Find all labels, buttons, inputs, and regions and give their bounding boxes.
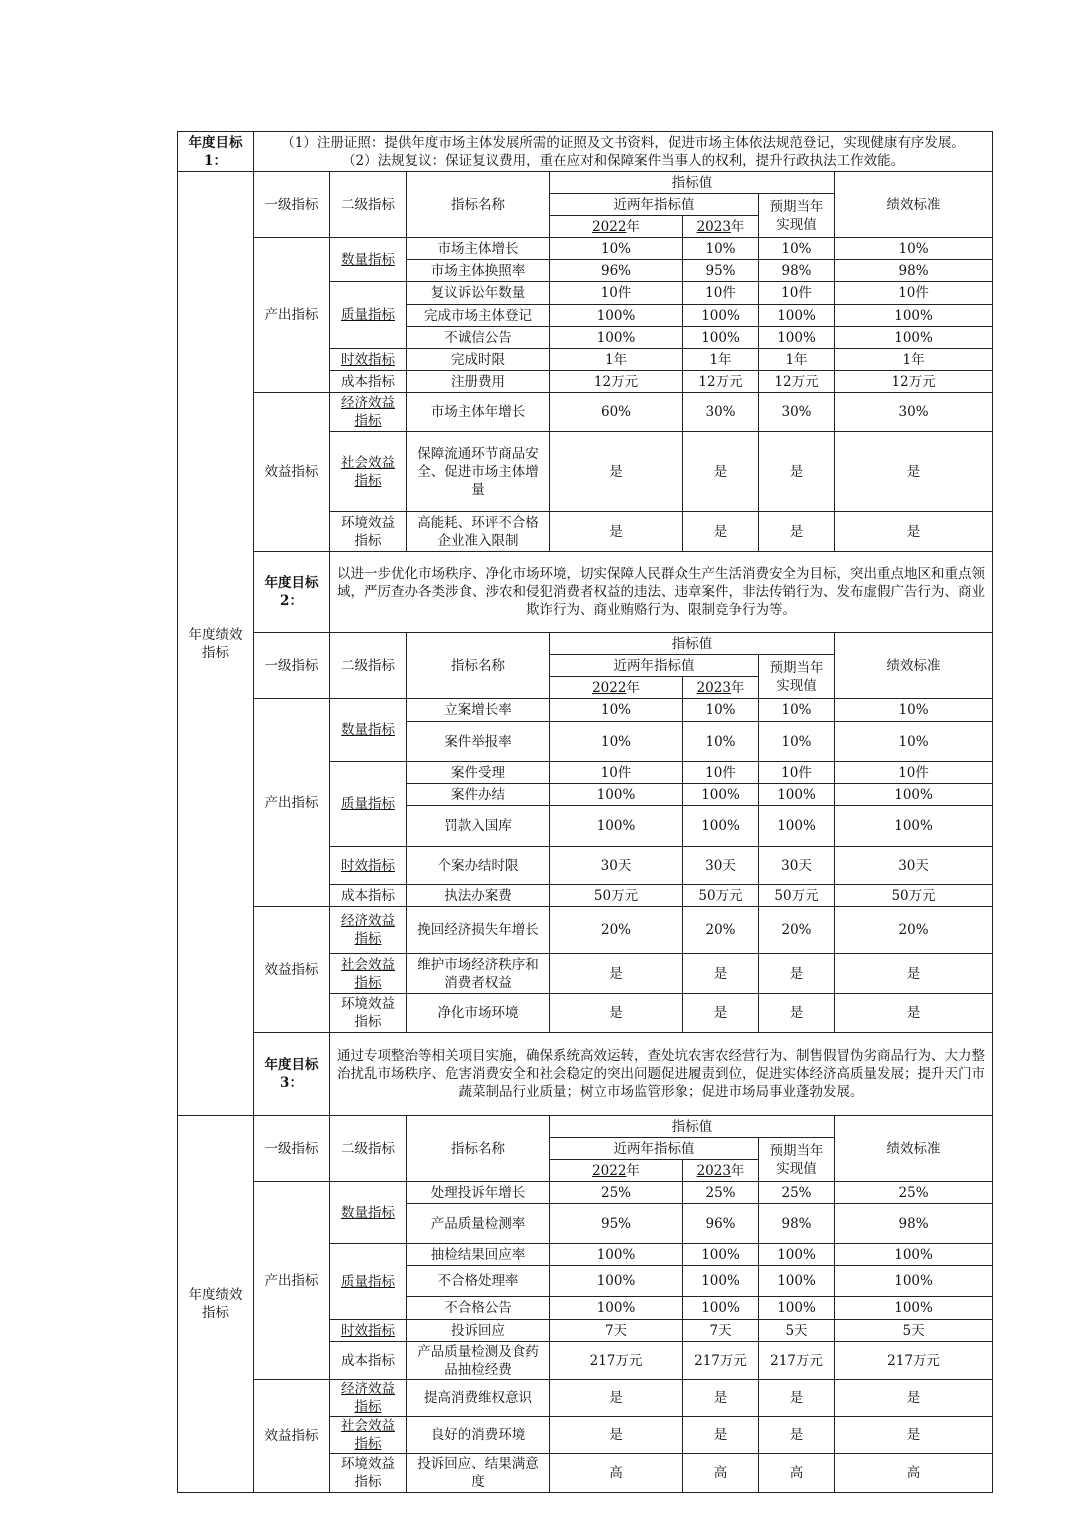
value-2022: 96% xyxy=(550,260,683,282)
quality-category: 质量指标 xyxy=(330,282,407,349)
value-2022: 100% xyxy=(550,305,683,327)
value-2023: 10% xyxy=(683,238,759,260)
year-2023-header: 2023年 xyxy=(683,1160,759,1182)
value-expected: 12万元 xyxy=(759,371,835,393)
value-2022: 10% xyxy=(550,722,683,762)
indicator-name: 案件办结 xyxy=(407,784,550,806)
value-expected: 100% xyxy=(759,1266,835,1297)
value-standard: 30天 xyxy=(835,847,993,885)
social-category: 社会效益 指标 xyxy=(330,1417,407,1454)
value-standard: 50万元 xyxy=(835,885,993,907)
value-standard: 100% xyxy=(835,305,993,327)
table-row xyxy=(178,393,993,432)
value-2023: 是 xyxy=(683,1380,759,1417)
value-standard: 是 xyxy=(835,1380,993,1417)
indicator-name: 注册费用 xyxy=(407,371,550,393)
value-2022: 7天 xyxy=(550,1320,683,1342)
value-2022: 60% xyxy=(550,393,683,432)
perf-indicator-label: 年度绩效 指标 xyxy=(178,172,254,1116)
value-2023: 100% xyxy=(683,1297,759,1320)
standard-header: 绩效标准 xyxy=(835,172,993,238)
value-2022: 10件 xyxy=(550,282,683,305)
cost-category: 成本指标 xyxy=(330,371,407,393)
name-header: 指标名称 xyxy=(407,172,550,238)
indicator-name: 完成市场主体登记 xyxy=(407,305,550,327)
performance-sheet xyxy=(177,131,992,1493)
value-2022: 20% xyxy=(550,907,683,954)
value-2022: 10% xyxy=(550,238,683,260)
value-2023: 10% xyxy=(683,722,759,762)
value-standard: 10件 xyxy=(835,282,993,305)
value-standard: 100% xyxy=(835,1244,993,1266)
value-expected: 100% xyxy=(759,784,835,806)
value-expected: 是 xyxy=(759,994,835,1033)
indicator-name: 投诉回应、结果满意 度 xyxy=(407,1454,550,1493)
value-standard: 98% xyxy=(835,260,993,282)
value-2023: 100% xyxy=(683,327,759,349)
value-standard: 是 xyxy=(835,994,993,1033)
indicator-name: 案件举报率 xyxy=(407,722,550,762)
value-2023: 100% xyxy=(683,784,759,806)
output-category: 产出指标 xyxy=(254,699,330,907)
value-2023: 10% xyxy=(683,699,759,722)
indicator-name: 不合格公告 xyxy=(407,1297,550,1320)
value-standard: 100% xyxy=(835,806,993,847)
recent-header: 近两年指标值 xyxy=(550,1138,759,1160)
value-expected: 100% xyxy=(759,1297,835,1320)
indicator-name: 产品质量检测及食药 品抽检经费 xyxy=(407,1342,550,1380)
value-expected: 98% xyxy=(759,1204,835,1244)
value-standard: 217万元 xyxy=(835,1342,993,1380)
value-expected: 25% xyxy=(759,1182,835,1204)
value-2022: 高 xyxy=(550,1454,683,1493)
value-standard: 10件 xyxy=(835,762,993,784)
value-standard: 10% xyxy=(835,699,993,722)
indicator-name: 案件受理 xyxy=(407,762,550,784)
goal-3-text: 通过专项整治等相关项目实施，确保系统高效运转，查处坑农害农经营行为、制售假冒伪劣商品行为、大力整治扰乱市场秩序、危害消费安全和社会稳定的突出问题促进履责到位，促进实体经济高质量发展；提升天门市蔬菜制品行业质量；树立市场监管形象；促进市场局事业蓬勃发展。 xyxy=(330,1033,993,1116)
indicator-name: 市场主体换照率 xyxy=(407,260,550,282)
goal-3-row xyxy=(178,1033,993,1116)
level2-header: 二级指标 xyxy=(330,1116,407,1182)
value-standard: 98% xyxy=(835,1204,993,1244)
year-2022-header: 2022年 xyxy=(550,677,683,699)
table-row xyxy=(178,1182,993,1204)
value-standard: 高 xyxy=(835,1454,993,1493)
quantity-category: 数量指标 xyxy=(330,1182,407,1244)
value-standard: 10% xyxy=(835,722,993,762)
value-expected: 10件 xyxy=(759,282,835,305)
year-2022-header: 2022年 xyxy=(550,1160,683,1182)
standard-header: 绩效标准 xyxy=(835,633,993,699)
quantity-category: 数量指标 xyxy=(330,238,407,282)
value-2022: 25% xyxy=(550,1182,683,1204)
value-expected: 20% xyxy=(759,907,835,954)
value-standard: 20% xyxy=(835,907,993,954)
value-standard: 30% xyxy=(835,393,993,432)
indicator-name: 投诉回应 xyxy=(407,1320,550,1342)
value-2023: 10件 xyxy=(683,282,759,305)
value-standard: 25% xyxy=(835,1182,993,1204)
cost-category: 成本指标 xyxy=(330,885,407,907)
indicator-name: 罚款入国库 xyxy=(407,806,550,847)
value-2023: 7天 xyxy=(683,1320,759,1342)
value-2023: 1年 xyxy=(683,349,759,371)
quality-category: 质量指标 xyxy=(330,762,407,847)
value-header: 指标值 xyxy=(550,1116,835,1138)
year-2022-header: 2022年 xyxy=(550,216,683,238)
value-expected: 100% xyxy=(759,305,835,327)
value-header: 指标值 xyxy=(550,172,835,194)
quality-category: 质量指标 xyxy=(330,1244,407,1320)
economic-category: 经济效益 指标 xyxy=(330,393,407,432)
indicator-name: 产品质量检测率 xyxy=(407,1204,550,1244)
value-2023: 30% xyxy=(683,393,759,432)
level1-header: 一级指标 xyxy=(254,1116,330,1182)
value-2022: 217万元 xyxy=(550,1342,683,1380)
value-expected: 5天 xyxy=(759,1320,835,1342)
value-2022: 100% xyxy=(550,1297,683,1320)
value-expected: 10% xyxy=(759,699,835,722)
value-expected: 10% xyxy=(759,722,835,762)
value-2023: 100% xyxy=(683,1244,759,1266)
indicator-name: 高能耗、环评不合格 企业准入限制 xyxy=(407,512,550,552)
value-2023: 96% xyxy=(683,1204,759,1244)
goal-1-row xyxy=(178,132,993,172)
indicator-name: 维护市场经济秩序和 消费者权益 xyxy=(407,954,550,994)
level2-header: 二级指标 xyxy=(330,633,407,699)
value-expected: 1年 xyxy=(759,349,835,371)
goal-1-label: 年度目标 1： xyxy=(178,132,254,172)
value-2022: 10% xyxy=(550,699,683,722)
recent-header: 近两年指标值 xyxy=(550,655,759,677)
value-2022: 10件 xyxy=(550,762,683,784)
value-2022: 30天 xyxy=(550,847,683,885)
value-standard: 100% xyxy=(835,1297,993,1320)
value-expected: 是 xyxy=(759,1380,835,1417)
value-2023: 30天 xyxy=(683,847,759,885)
value-expected: 10件 xyxy=(759,762,835,784)
value-expected: 100% xyxy=(759,806,835,847)
value-standard: 是 xyxy=(835,512,993,552)
table-row xyxy=(178,699,993,722)
value-2022: 100% xyxy=(550,784,683,806)
timeliness-category: 时效指标 xyxy=(330,349,407,371)
timeliness-category: 时效指标 xyxy=(330,1320,407,1342)
economic-category: 经济效益 指标 xyxy=(330,1380,407,1417)
social-category: 社会效益 指标 xyxy=(330,432,407,512)
value-2022: 100% xyxy=(550,1244,683,1266)
indicator-name: 抽检结果回应率 xyxy=(407,1244,550,1266)
goal-2-label: 年度目标 2： xyxy=(254,552,330,633)
indicator-name: 立案增长率 xyxy=(407,699,550,722)
environmental-category: 环境效益 指标 xyxy=(330,512,407,552)
value-expected: 98% xyxy=(759,260,835,282)
value-standard: 10% xyxy=(835,238,993,260)
expected-header: 预期当年 实现值 xyxy=(759,1138,835,1182)
value-standard: 5天 xyxy=(835,1320,993,1342)
value-expected: 100% xyxy=(759,1244,835,1266)
indicator-name: 保障流通环节商品安 全、促进市场主体增 量 xyxy=(407,432,550,512)
value-2022: 95% xyxy=(550,1204,683,1244)
indicator-name: 完成时限 xyxy=(407,349,550,371)
indicator-name: 不合格处理率 xyxy=(407,1266,550,1297)
value-2022: 是 xyxy=(550,994,683,1033)
value-2023: 95% xyxy=(683,260,759,282)
value-2023: 25% xyxy=(683,1182,759,1204)
value-2023: 是 xyxy=(683,994,759,1033)
value-2022: 12万元 xyxy=(550,371,683,393)
goal-2-row xyxy=(178,552,993,633)
indicator-name: 复议诉讼年数量 xyxy=(407,282,550,305)
header-row xyxy=(178,172,993,194)
benefit-category: 效益指标 xyxy=(254,907,330,1033)
level2-header: 二级指标 xyxy=(330,172,407,238)
environmental-category: 环境效益 指标 xyxy=(330,994,407,1033)
header-row xyxy=(178,1116,993,1138)
quantity-category: 数量指标 xyxy=(330,699,407,762)
value-2022: 是 xyxy=(550,1380,683,1417)
standard-header: 绩效标准 xyxy=(835,1116,993,1182)
value-expected: 是 xyxy=(759,512,835,552)
value-2023: 是 xyxy=(683,432,759,512)
goal-3-label: 年度目标 3： xyxy=(254,1033,330,1116)
output-category: 产出指标 xyxy=(254,1182,330,1380)
value-standard: 100% xyxy=(835,1266,993,1297)
table-row xyxy=(178,238,993,260)
indicator-name: 挽回经济损失年增长 xyxy=(407,907,550,954)
indicator-name: 净化市场环境 xyxy=(407,994,550,1033)
value-expected: 是 xyxy=(759,1417,835,1454)
indicator-name: 提高消费维权意识 xyxy=(407,1380,550,1417)
value-2023: 100% xyxy=(683,305,759,327)
indicator-name: 处理投诉年增长 xyxy=(407,1182,550,1204)
year-2023-header: 2023年 xyxy=(683,216,759,238)
value-standard: 100% xyxy=(835,327,993,349)
value-expected: 是 xyxy=(759,954,835,994)
value-expected: 30天 xyxy=(759,847,835,885)
expected-header: 预期当年 实现值 xyxy=(759,655,835,699)
value-expected: 50万元 xyxy=(759,885,835,907)
value-2022: 100% xyxy=(550,327,683,349)
header-row xyxy=(178,633,993,655)
benefit-category: 效益指标 xyxy=(254,393,330,552)
indicator-name: 良好的消费环境 xyxy=(407,1417,550,1454)
timeliness-category: 时效指标 xyxy=(330,847,407,885)
value-2023: 217万元 xyxy=(683,1342,759,1380)
level1-header: 一级指标 xyxy=(254,633,330,699)
value-standard: 是 xyxy=(835,432,993,512)
goal-1-text: （1）注册证照：提供年度市场主体发展所需的证照及文书资料，促进市场主体依法规范登记，实现健康有序发展。 （2）法规复议：保证复议费用，重在应对和保障案件当事人的权利，提升行政执法工作效能。 xyxy=(254,132,993,172)
table-row xyxy=(178,907,993,954)
value-expected: 是 xyxy=(759,432,835,512)
value-standard: 是 xyxy=(835,954,993,994)
value-standard: 是 xyxy=(835,1417,993,1454)
value-2023: 是 xyxy=(683,512,759,552)
value-expected: 217万元 xyxy=(759,1342,835,1380)
performance-table xyxy=(177,131,993,1493)
value-2023: 高 xyxy=(683,1454,759,1493)
cost-category: 成本指标 xyxy=(330,1342,407,1380)
value-2023: 12万元 xyxy=(683,371,759,393)
indicator-name: 执法办案费 xyxy=(407,885,550,907)
year-2023-header: 2023年 xyxy=(683,677,759,699)
value-2022: 是 xyxy=(550,512,683,552)
value-2023: 10件 xyxy=(683,762,759,784)
table-row xyxy=(178,1380,993,1417)
benefit-category: 效益指标 xyxy=(254,1380,330,1493)
value-2023: 是 xyxy=(683,1417,759,1454)
indicator-name: 市场主体增长 xyxy=(407,238,550,260)
environmental-category: 环境效益 指标 xyxy=(330,1454,407,1493)
name-header: 指标名称 xyxy=(407,633,550,699)
name-header: 指标名称 xyxy=(407,1116,550,1182)
value-2022: 是 xyxy=(550,1417,683,1454)
value-2023: 50万元 xyxy=(683,885,759,907)
value-2022: 是 xyxy=(550,954,683,994)
indicator-name: 市场主体年增长 xyxy=(407,393,550,432)
value-standard: 12万元 xyxy=(835,371,993,393)
level1-header: 一级指标 xyxy=(254,172,330,238)
perf-indicator-label: 年度绩效 指标 xyxy=(178,1116,254,1493)
value-2022: 100% xyxy=(550,1266,683,1297)
value-2023: 是 xyxy=(683,954,759,994)
value-2022: 50万元 xyxy=(550,885,683,907)
recent-header: 近两年指标值 xyxy=(550,194,759,216)
indicator-name: 不诚信公告 xyxy=(407,327,550,349)
value-expected: 高 xyxy=(759,1454,835,1493)
value-2022: 1年 xyxy=(550,349,683,371)
output-category: 产出指标 xyxy=(254,238,330,393)
economic-category: 经济效益 指标 xyxy=(330,907,407,954)
value-header: 指标值 xyxy=(550,633,835,655)
social-category: 社会效益 指标 xyxy=(330,954,407,994)
value-expected: 30% xyxy=(759,393,835,432)
value-2023: 100% xyxy=(683,1266,759,1297)
value-2022: 100% xyxy=(550,806,683,847)
goal-2-text: 以进一步优化市场秩序、净化市场环境，切实保障人民群众生产生活消费安全为目标，突出重点地区和重点领域，严厉查办各类涉食、涉农和侵犯消费者权益的违法、违章案件，非法传销行为、发布虚假广告行为、商业欺诈行为、商业贿赂行为、限制竞争行为等。 xyxy=(330,552,993,633)
value-expected: 10% xyxy=(759,238,835,260)
value-standard: 100% xyxy=(835,784,993,806)
value-2022: 是 xyxy=(550,432,683,512)
value-expected: 100% xyxy=(759,327,835,349)
value-2023: 100% xyxy=(683,806,759,847)
value-standard: 1年 xyxy=(835,349,993,371)
value-2023: 20% xyxy=(683,907,759,954)
expected-header: 预期当年 实现值 xyxy=(759,194,835,238)
indicator-name: 个案办结时限 xyxy=(407,847,550,885)
